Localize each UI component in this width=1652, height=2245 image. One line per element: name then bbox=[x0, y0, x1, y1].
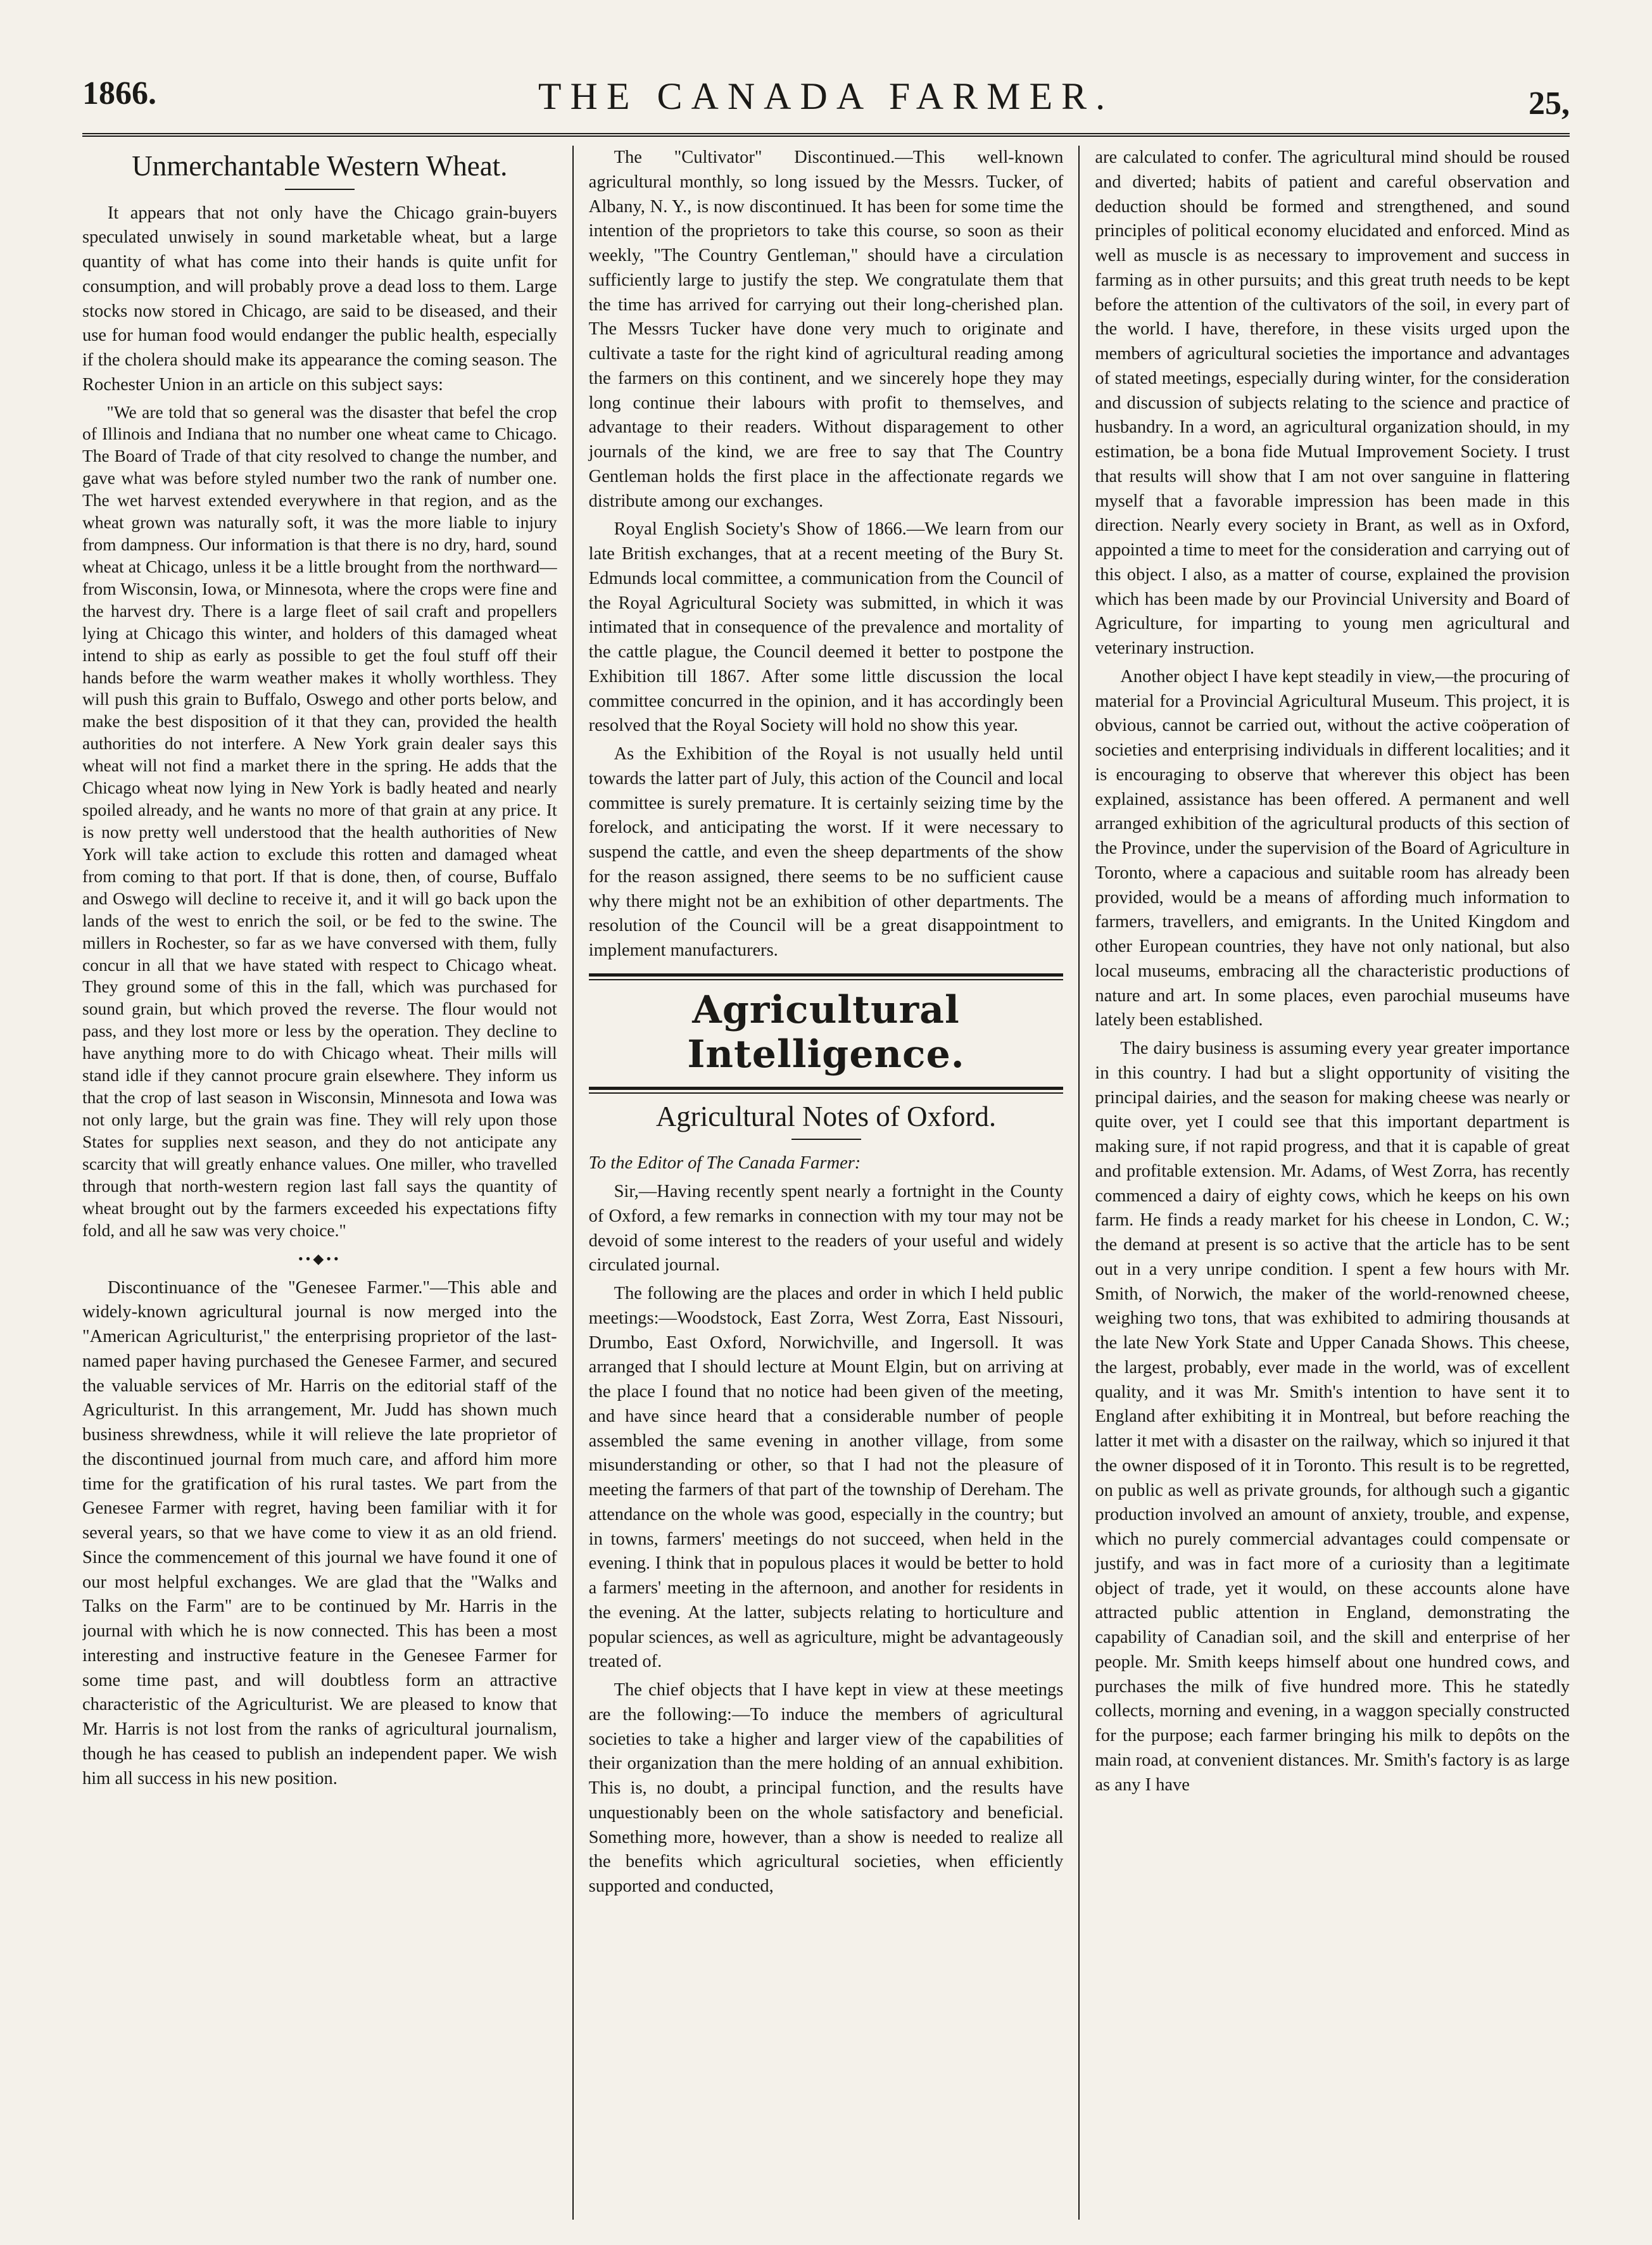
article-paragraph: Sir,—Having recently spent nearly a fortnight in the County of Oxford, a few remarks in connection with my tour may not be devoid of some interest to the readers of your useful and widely circulated journal. bbox=[588, 1182, 1064, 1275]
article-paragraph-cultivator: The "Cultivator" Discontinued.—This well-known agricultural monthly, so long issued by the Messrs. Tucker, of Albany, N. Y., is now discontinued. It has been for some time the intention of the proprietors to take this course, so soon as their weekly, "The Country Gentleman," should have a circulation sufficiently large to justify the step. We congratulate them that the time has arrived for carrying out their long-cherished plan. The Messrs Tucker have done very much to originate and cultivate a taste for the right kind of agricultural reading among the farmers on this continent, and we sincerely hope they may long continue their labours with profit to themselves, and advantage to their readers. Without disparagement to other journals of the kind, we are free to say that The Country Gentleman holds the first place in the affectionate regards we distribute among our exchanges. bbox=[588, 148, 1064, 511]
article-paragraph: The following are the places and order in which I held public meetings:—Woodstock, East Zorra, West Zorra, East Nissouri, Drumbo, East Oxford, Norwichville, and Ingersoll. It was arranged that I should lecture at Mount Elgin, but on arriving at the place I found that no notice had been given of the meeting, and have since heard that a considerable number of people assembled the same evening in another village, from some misunderstanding or other, so that I had not the pleasure of meeting the farmers of that part of the township of Dereham. The attendance on the whole was good, especially in the country; but in towns, farmers' meetings do not succeed, when held in the evening. I think that in populous places it would be better to hold a farmers' meeting in the afternoon, and another for residents in the evening. At the latter, subjects relating to horticulture and popular sciences, as well as agriculture, might be advantageously treated of. bbox=[588, 1284, 1064, 1672]
article-paragraph: The chief objects that I have kept in view at these meetings are the following:—To induce the members of agricultural societies to take a higher and larger view of the capabilities of their organization than the mere holding of an annual exhibition. This is, no doubt, a principal function, and the results have unquestionably been on the whole satisfactory and beneficial. Something more, however, than a show is needed to realize all the benefits which agricultural societies, when efficiently supported and conducted, bbox=[588, 1680, 1064, 1896]
article-paragraph-genesee: Discontinuance of the "Genesee Farmer."—This able and widely-known agricultural journal is now merged into the "American Agriculturist," the enterprising proprietor of the last-named paper having purchased the Genesee Farmer, and secured the valuable services of Mr. Harris on the editorial staff of the Agriculturist. In this arrangement, Mr. Judd has shown much business shrewdness, while it will relieve the late proprietor of the discontinued journal from much care, and afford him more time for the gratification of his rural tastes. We part from the Genesee Farmer with regret, having been familiar with it for several years, so that we have come to view it as an old friend. Since the commencement of this journal we have found it one of our most helpful exchanges. We are glad that the "Walks and Talks on the Farm" are to be continued by Mr. Harris in the journal with which he is now connected. This has been a most interesting and instructive feature in the Genesee Farmer for some time past, and will doubtless form an attractive characteristic of the Agriculturist. We are pleased to know that Mr. Harris is not lost from the ranks of agricultural journalism, though he has ceased to publish an independent paper. We wish him all success in his new position. bbox=[82, 1277, 557, 1788]
section-rule bbox=[589, 1092, 1064, 1094]
heading-rule bbox=[791, 1139, 861, 1140]
page-number: 25, bbox=[1529, 85, 1570, 122]
column-middle bbox=[572, 146, 1079, 2220]
article-paragraph: It appears that not only have the Chicago grain-buyers speculated unwisely in sound marketable wheat, but a large quantity of what has come into their hands is quite unfit for consumption, and will probably prove a dead loss to them. Large stocks now stored in Chicago, are said to be diseased, and their use for human food would endanger the public health, especially if the cholera should make its appearance the coming season. The Rochester Union in an article on this subject says: bbox=[82, 203, 557, 395]
heading-rule bbox=[285, 189, 355, 190]
masthead bbox=[82, 75, 1570, 137]
section-rule bbox=[589, 979, 1064, 980]
section-heading: Agricultural Intelligence. bbox=[687, 987, 965, 1077]
column-right bbox=[1078, 146, 1570, 2220]
article-heading-oxford: Agricultural Notes of Oxford. bbox=[655, 1100, 997, 1132]
masthead-year: 1866. bbox=[82, 75, 156, 111]
column-left bbox=[82, 146, 572, 2220]
ornament-divider: ••◆•• bbox=[298, 1250, 341, 1267]
columns bbox=[82, 146, 1570, 2220]
quoted-paragraph: "We are told that so general was the disaster that befel the crop of Illinois and Indiana that no number one wheat came to Chicago. The Board of Trade of that city resolved to change the number, and gave what was before styled number two the rank of number one. The wet harvest extended everywhere in that region, and as the wheat grown was naturally soft, it was the more liable to injury from dampness. Our information is that there is no dry, hard, sound wheat at Chicago, unless it be a little brought from the northward—from Wisconsin, Iowa, or Minnesota, where the crops were fine and the harvest dry. There is a large fleet of sail craft and propellers lying at Chicago this winter, and holders of this damaged wheat intend to ship as early as possible to get the foul stuff off their hands before the warm weather makes it wholly worthless. They will push this grain to Buffalo, Oswego and other ports below, and make the best disposition of it that they can, provided the health authorities do not interfere. A New York grain dealer says this wheat will not find a market there in the spring. He adds that the Chicago wheat now lying in New York is badly heated and nearly spoiled already, and he wants no more of that grain at any price. It is now pretty well understood that the health authorities of New York will take action to exclude this rotten and damaged wheat from coming to that port. If that is done, then, of course, Buffalo and Oswego will decline to receive it, and it will go back upon the lands of the west to enrich the soil, or be fed to the swine. The millers in Rochester, so far as we have conversed with them, fully concur in all that we have stated with respect to Chicago wheat. They ground some of this in the fall, which was purchased for sound grain, but which proved the reverse. The flour would not pass, and they lost more or less by the operation. They decline to have anything more to do with Chicago wheat. Their mills will stand idle if they cannot procure grain elsewhere. They inform us that the crop of last season in Wisconsin, Minnesota and Iowa was not only large, but the grain was fine. They will rely upon those States for supplies next season, and they do not anticipate any scarcity that will greatly enhance values. One miller, who travelled through that north-western region last fall says the quantity of wheat brought out by the farmers exceeded his expectations fifty fold, and all he saw was very choice." bbox=[82, 402, 557, 1240]
article-paragraph: As the Exhibition of the Royal is not usually held until towards the latter part of July, this action of the Council and local committee is surely premature. It is certainly seizing time by the forelock, and anticipating the worst. If it were necessary to suspend the cattle, and even the sheep departments of the show for the reason assigned, there seems to be no sufficient cause why there might not be an exhibition of other departments. The resolution of the Council will be a great disappointment to implement manufacturers. bbox=[588, 744, 1064, 960]
section-rule bbox=[589, 973, 1064, 977]
article-heading-wheat: Unmerchantable Western Wheat. bbox=[132, 150, 508, 182]
masthead-title: THE CANADA FARMER. bbox=[538, 75, 1114, 117]
article-paragraph-royal-show: Royal English Society's Show of 1866.—We learn from our late British exchanges, that at a recent meeting of the Bury St. Edmunds local committee, a communication from the Council of the Royal Agricultural Society was submitted, in which it was intimated that in consequence of the prevalence and mortality of the cattle plague, the Council deemed it better to postpone the Exhibition till 1867. After some little discussion the local committee concurred in the opinion, and it has accordingly been resolved that the Royal Society will hold no show this year. bbox=[588, 519, 1064, 736]
article-paragraph: are calculated to confer. The agricultural mind should be roused and diverted; habits of patient and careful observation and deduction should be formed and strengthened, and sound principles of political economy elucidated and enforced. Mind as well as muscle is as necessary to improvement and success in farming as in other pursuits; and this great truth needs to be kept before the attention of the cultivators of the soil, in every part of the world. I have, therefore, in these visits urged upon the members of agricultural societies the importance and advantages of stated meetings, especially during winter, for the consideration and discussion of subjects relating to the science and practice of husbandry. In a word, an agricultural organization should, in my estimation, be a bona fide Mutual Improvement Society. I trust that results will show that I am not over sanguine in flattering myself that a favorable impression has been made in this direction. Nearly every society in Brant, as well as in Oxford, appointed a time to meet for the consideration and carrying out of this object. I also, as a matter of course, explained the provision which has been made by our Provincial University and Board of Agriculture, for imparting to young men agricultural and veterinary instruction. bbox=[1095, 148, 1570, 658]
section-rule bbox=[589, 1087, 1064, 1090]
article-paragraph: The dairy business is assuming every year greater importance in this country. I had but a slight opportunity of visiting the principal dairies, and the season for making cheese was nearly or quite over, yet I could see that this important department is making sure, if not rapid progress, and that it is capable of great and profitable extension. Mr. Adams, of West Zorra, has recently commenced a dairy of eighty cows, which he keeps on his own farm. He finds a ready market for his cheese in London, C. W.; the demand at present is so active that the article has to be sent out in a very unripe condition. I spent a few hours with Mr. Smith, of Norwich, the maker of the world-renowned cheese, weighing two tons, that was exhibited to admiring thousands at the late New York State and Upper Canada Shows. This cheese, the largest, probably, ever made in the world, was of excellent quality, and it was Mr. Smith's intention to have sent it to England after exhibiting it in Montreal, but before reaching the latter it met with a disaster on the railway, which so injured it that the owner disposed of it in Toronto. This result is to be regretted, on public as well as private grounds, for although such a gigantic production involved an amount of anxiety, trouble, and expense, which no purely commercial advantages could compensate or justify, and was in fact more of a curiosity than a legitimate object of trade, yet it would, on these accounts alone have attracted public attention in England, demonstrating the capability of Canadian soil, and the skill and enterprise of her people. Mr. Smith keeps himself about one hundred cows, and purchases the milk of five hundred more. This he statedly collects, morning and evening, in a waggon specially constructed for the purpose; each farmer bringing his milk to depôts on the main road, at convenient distances. Mr. Smith's factory is as large as any I have bbox=[1095, 1039, 1570, 1795]
article-paragraph: Another object I have kept steadily in view,—the procuring of material for a Provincial Agricultural Museum. This project, it is obvious, cannot be carried out, without the active coöperation of societies and enterprising individuals in different localities; and it is encouraging to observe that wherever this object has been explained, assistance has been offered. A permanent and well arranged exhibition of the agricultural products of this section of the Province, under the supervision of the Board of Agriculture in Toronto, where a capacious and suitable room has already been provided, would be a means of affording much information to farmers, travellers, and emigrants. In the United Kingdom and other European countries, they have not only national, but also local museums, embracing all the characteristic productions of nature and art. In some places, even parochial museums have lately been established. bbox=[1095, 666, 1570, 1030]
to-editor-line: To the Editor of The Canada Farmer: bbox=[588, 1153, 861, 1173]
